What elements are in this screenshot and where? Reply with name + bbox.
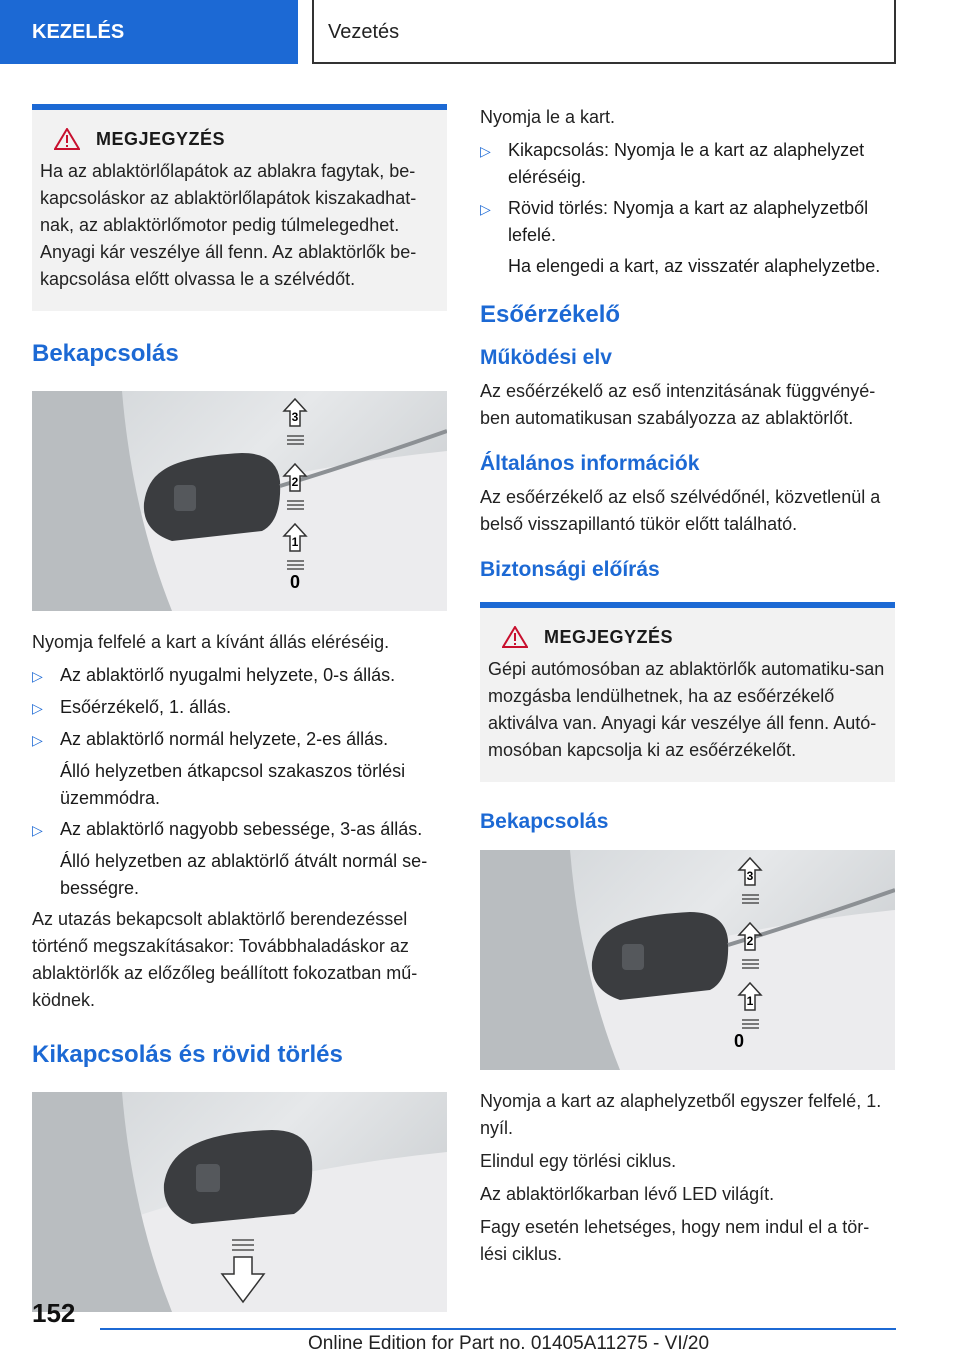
note-text: Ha az ablaktörlőlapátok az ablakra fagytak, be-kapcsoláskor az ablaktörlőlapátok kiszakadhat-nak, az ablaktörlőmotor pedig túlmelegedhet. Anyagi kár veszélye áll fenn. Az ablaktörlők be-kapcsolása előtt olvassa le a szélvédőt. — [40, 161, 417, 289]
warning-triangle-icon — [502, 626, 528, 648]
bullet-triangle-icon: ▷ — [32, 822, 43, 838]
right-column — [480, 104, 895, 1272]
list-subtext: Álló helyzetben átkapcsol szakaszos törlési üzemmódra. — [60, 761, 406, 808]
note-title: MEGJEGYZÉS — [544, 626, 674, 647]
heading-rain-sensor: Esőérzékelő — [480, 301, 621, 328]
heading-general: Általános információk — [480, 452, 700, 475]
heading-safety: Biztonsági előírás — [480, 558, 660, 581]
footer-divider — [100, 1328, 896, 1330]
edition-text: Online Edition for Part no. 01405A11275 - VI/20 — [308, 1333, 710, 1354]
header-chapter: Vezetés — [312, 0, 896, 64]
paragraph: Az esőérzékelő az eső intenzitásának függvényé-ben automatikusan szabályozza az ablaktörlőt. — [480, 381, 876, 428]
list-subtext: Álló helyzetben az ablaktörlő átvált normál se-bességre. — [60, 851, 428, 898]
paragraph: Fagy esetén lehetséges, hogy nem indul el a tör-lési ciklus. — [480, 1217, 870, 1264]
figure-label-1: 1 — [746, 994, 754, 1008]
list-item: ▷ Az ablaktörlő nyugalmi helyzete, 0-s állás. — [32, 662, 447, 690]
figure-label-0: 0 — [290, 572, 301, 592]
bullet-triangle-icon: ▷ — [480, 201, 491, 217]
paragraph: Elindul egy törlési ciklus. — [480, 1151, 677, 1171]
paragraph: Az esőérzékelő az első szélvédőnél, közvetlenül a belső visszapillantó tükör előtt található. — [480, 487, 881, 534]
bullet-triangle-icon: ▷ — [32, 668, 43, 684]
header-section: KEZELÉS — [0, 0, 298, 64]
wiper-lever-down-figure — [32, 1092, 447, 1312]
bullet-triangle-icon: ▷ — [32, 732, 43, 748]
warning-triangle-icon — [54, 128, 80, 150]
heading-switch-on: Bekapcsolás — [32, 340, 179, 367]
wiper-lever-figure — [480, 850, 895, 1070]
warning-note — [32, 104, 447, 311]
intro-text: Nyomja felfelé a kart a kívánt állás eléréséig. — [32, 632, 390, 652]
page-number: 152 — [32, 1298, 76, 1328]
left-column — [32, 104, 447, 1330]
heading-switch-on: Bekapcsolás — [480, 810, 609, 833]
wiper-lever-figure — [32, 391, 447, 611]
warning-note — [480, 602, 895, 782]
figure-label-2: 2 — [291, 475, 299, 489]
paragraph: Nyomja a kart az alaphelyzetből egyszer felfelé, 1. nyíl. — [480, 1091, 882, 1138]
note-text: Gépi autómosóban az ablaktörlők automatiku-san mozgásba lendülhetnek, ha az esőérzékelő aktiválva van. Anyagi kár veszélye áll fenn. Autó-mosóban kapcsolja ki az esőérzékelőt. — [488, 659, 885, 760]
figure-label-3: 3 — [746, 869, 754, 883]
list-item: ▷ Esőérzékelő, 1. állás. — [32, 694, 447, 722]
figure-label-1: 1 — [291, 535, 299, 549]
figure-label-2: 2 — [746, 934, 754, 948]
paragraph: Az utazás bekapcsolt ablaktörlő berendezéssel történő megszakításakor: Továbbhaladáskor az ablaktörlők az előzőleg beállított fokozatban mű-ködnek. — [32, 909, 418, 1010]
heading-principle: Működési elv — [480, 346, 612, 369]
bullet-triangle-icon: ▷ — [32, 700, 43, 716]
figure-label-3: 3 — [291, 410, 299, 424]
heading-switch-off: Kikapcsolás és rövid törlés — [32, 1041, 343, 1068]
intro-text: Nyomja le a kart. — [480, 107, 616, 127]
list-subtext: Ha elengedi a kart, az visszatér alaphelyzetbe. — [508, 256, 881, 276]
list-item: ▷ Kikapcsolás: Nyomja le a kart az alaphelyzet eléréséig. — [480, 137, 895, 191]
bullet-triangle-icon: ▷ — [480, 143, 491, 159]
list-item: ▷ Rövid törlés: Nyomja a kart az alaphelyzetből lefelé. — [480, 195, 895, 249]
figure-label-0: 0 — [734, 1031, 745, 1051]
note-title: MEGJEGYZÉS — [96, 128, 226, 149]
list-item: ▷ Az ablaktörlő normál helyzete, 2-es állás. — [32, 726, 447, 754]
paragraph: Az ablaktörlőkarban lévő LED világít. — [480, 1184, 775, 1204]
list-item: ▷ Az ablaktörlő nagyobb sebessége, 3-as állás. — [32, 816, 447, 844]
